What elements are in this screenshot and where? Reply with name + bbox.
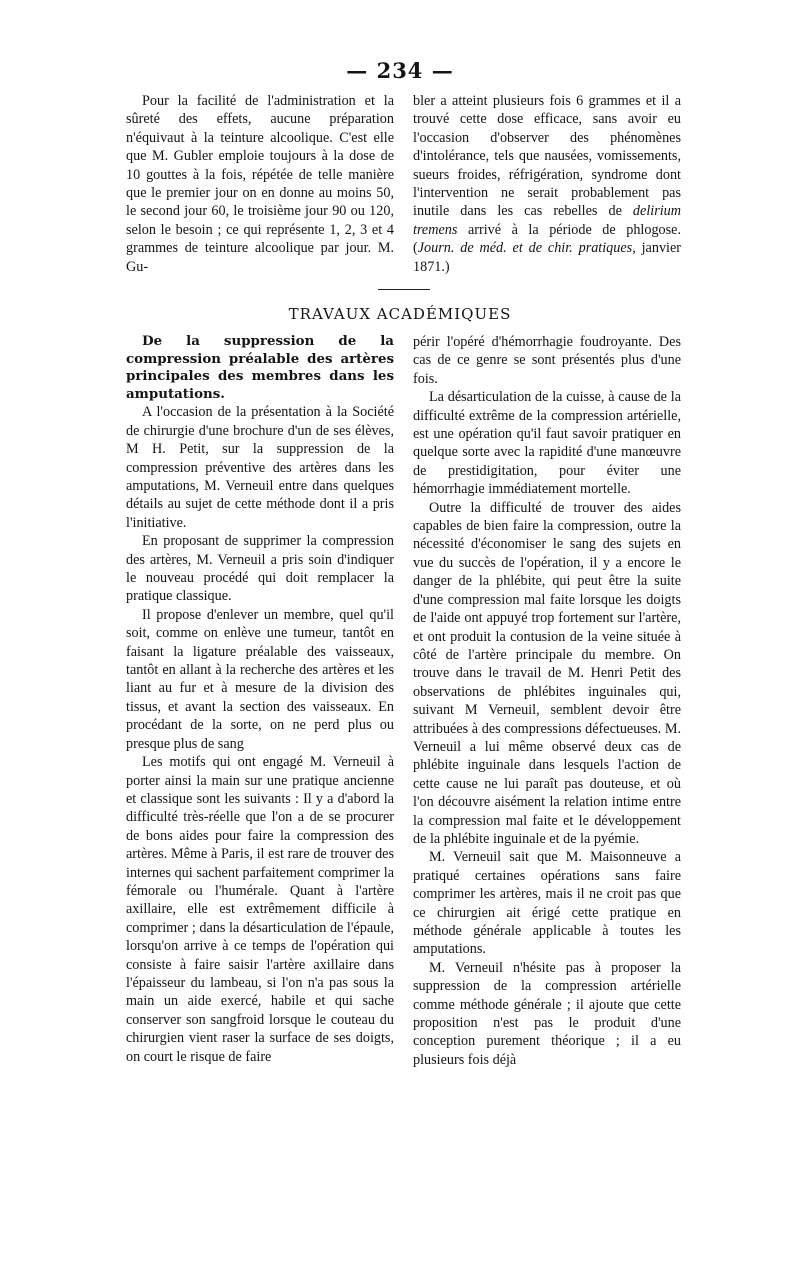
left-column [126, 333, 394, 1066]
text-run: , janvier 1871.) [413, 240, 682, 275]
body-paragraph: Outre la difficulté de trouver des aides capables de bien faire la compression, outre la nécessité d'économiser le sang des sujets en vue du succès de l'opération, il y a encore le danger de la phlébite, qui peut être la suite d'une compression mal faite lorsque les doigts de l'aide ont appuyé trop fortement sur l'artère, et ont produit la contusion de la veine située à côté de l'artère principale du membre. On trouve dans le travail de M. Henri Petit des observations de phlébites inguinales qui, suivant M Verneuil, semblent devoir être attribuées à des compressions défectueuses. M. Verneuil a lui même observé deux cas de phlébite inguinale dans lesquels l'action de cette cause ne lui paraît pas douteuse, et où l'on découvre aisément la relation intime entre la compression mal faite et le développement de la phlébite inguinale et de la pyémie. [413, 499, 681, 847]
body-paragraph: périr l'opéré d'hémorrhagie foudroyante. Des cas de ce genre se sont présentés plus d'une fois. [413, 334, 681, 387]
top-left-column [126, 92, 394, 276]
section-title: TRAVAUX ACADÉMIQUES [288, 305, 512, 323]
body-paragraph: M. Verneuil sait que M. Maisonneuve a pratiqué certaines opérations sans faire comprimer les artères, mais il ne croit pas que ce chirurgien ait érigé cette pratique en méthode générale applicable à toutes les amputations. [413, 849, 681, 958]
body-paragraph: En proposant de supprimer la compression des artères, M. Verneuil a pris soin d'indiquer le nouveau procédé qui doit remplacer la pratique classique. [126, 533, 394, 605]
body-paragraph: Il propose d'enlever un membre, quel qu'il soit, comme on enlève une tumeur, tantôt en faisant la ligature préalable des vaisseaux, tantôt en allant à la recherche des artères et les liant au fur et à mesure de la division des tissus, et avant la section des vaisseaux. En procédant de la sorte, on ne perd plus ou presque plus de sang [126, 606, 394, 752]
page-number: — 234 — [346, 58, 454, 83]
article-title: De la suppression de la compression préalable des artères principales des membres dans les amputations. [126, 333, 394, 402]
text-run: bler a atteint plusieurs fois 6 grammes et il a trouvé cette dose efficace, sans avoir eu l'occasion d'observer des phénomènes d'intolérance, tels que nausées, vomissements, sueurs froides, réfrigération, syndrome dont l'intervention ne serait probablement pas inutile dans les cas rebelles de [413, 93, 681, 220]
body-paragraph: La désarticulation de la cuisse, à cause de la difficulté extrême de la compression artérielle, est une opération qu'il faut savoir pratiquer en quelque sorte avec la rapidité d'une manœuvre de prestidigitation, pour éviter une hémorrhagie immédiatement mortelle. [413, 389, 681, 498]
top-right-column [413, 92, 681, 276]
section-divider [378, 289, 430, 290]
italic-term: delirium tremens [413, 203, 681, 238]
body-paragraph: Pour la facilité de l'administration et la sûreté des effets, aucune préparation n'équivaut à la teinture alcoolique. C'est elle que M. Gubler emploie toujours à la dose de 10 gouttes à la fois, répétée de telle manière que le premier jour on en donne au moins 50, le second jour 60, le troisième jour 90 ou 120, selon le besoin ; ce qui représente 1, 2, 3 et 4 grammes de teinture alcoolique par jour. M. Gu- [126, 93, 394, 275]
body-paragraph [413, 92, 681, 276]
body-paragraph: A l'occasion de la présentation à la Société de chirurgie d'une brochure d'un de ses élèves, M H. Petit, sur la suppression de la compression préventive des artères dans les amputations, M. Verneuil entre dans quelques détails au sujet de cette méthode dont il a pris l'initiative. [126, 404, 394, 531]
right-column [413, 333, 681, 1069]
citation-source: Journ. de méd. et de chir. pratiques [417, 240, 633, 257]
text-run: arrivé à la période de phlogose. ( [413, 221, 681, 257]
body-paragraph: Les motifs qui ont engagé M. Verneuil à porter ainsi la main sur une pratique ancienne et classique sont les suivants : Il y a d'abord la difficulté très-réelle que l'on a de se procurer de bons aides pour faire la compression des artères. Même à Paris, il est rare de trouver des internes qui sachent parfaitement comprimer la fémorale ou l'humérale. Quant à l'artère axillaire, elle est extrêmement difficile à comprimer ; dans la désarticulation de l'épaule, lorsqu'on arrive à ce temps de l'opération qui consiste à faire saisir l'artère axillaire dans l'épaisseur du lambeau, si l'on n'a pas sous la main un aide exercé, habile et qui sache conserver son sangfroid lorsque le couteau du chirurgien vient raser la surface de ses doigts, on court le risque de faire [126, 754, 394, 1065]
body-paragraph: M. Verneuil n'hésite pas à proposer la suppression de la compression artérielle comme méthode générale ; il ajoute que cette proposition n'est pas le produit d'une conception purement théorique ; il a eu plusieurs fois déjà [413, 959, 681, 1068]
